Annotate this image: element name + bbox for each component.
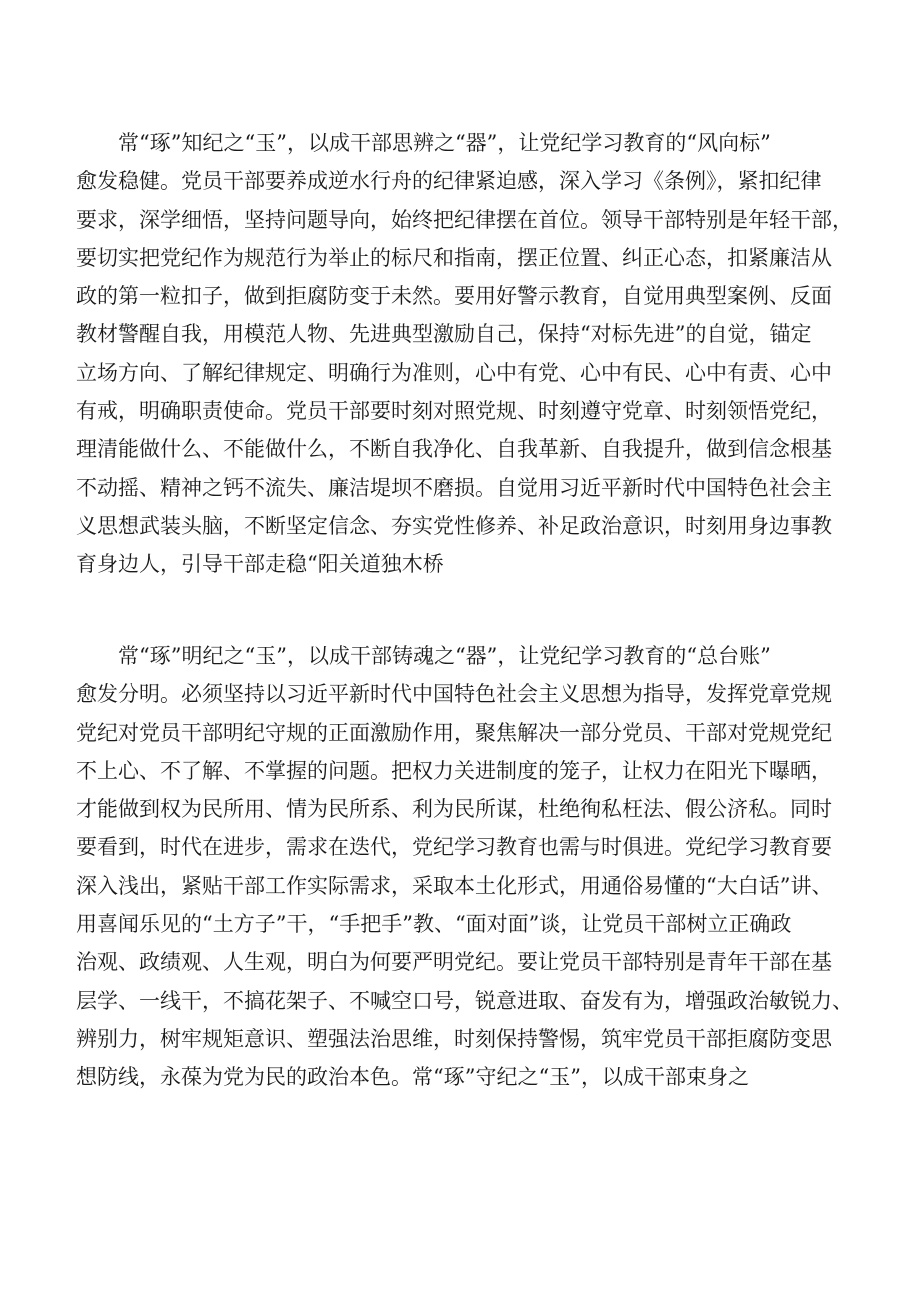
text-line: 不动摇、精神之钙不流失、廉洁堤坝不磨损。自觉用习近平新时代中国特色社会主: [76, 475, 832, 500]
text-line: 立场方向、了解纪律规定、明确行为准则，心中有党、心中有民、心中有责、心中: [76, 360, 832, 385]
text-line: 党纪对党员干部明纪守规的正面激励作用，聚焦解决一部分党员、干部对党规党纪: [76, 720, 832, 745]
text-line: 层学、一线干，不搞花架子、不喊空口号，锐意进取、奋发有为，增强政治敏锐力、: [76, 988, 853, 1013]
text-line: 愈发稳健。党员干部要养成逆水行舟的纪律紧迫感，深入学习《条例》，紧扣纪律: [76, 169, 822, 194]
text-line: 要求，深学细悟，坚持问题导向，始终把纪律摆在首位。领导干部特别是年轻干部，: [76, 207, 853, 232]
text-line: 不上心、不了解、不掌握的问题。把权力关进制度的笼子，让权力在阳光下曝晒，: [76, 758, 832, 783]
text-line: 要看到，时代在进步，需求在迭代，党纪学习教育也需与时俱进。党纪学习教育要: [76, 835, 832, 860]
text-line: 常“琢”明纪之“玉”，以成干部铸魂之“器”，让党纪学习教育的“总台账”: [76, 644, 771, 668]
text-line: 辨别力，树牢规矩意识、塑强法治思维，时刻保持警惕，筑牢党员干部拒腐防变思: [76, 1026, 832, 1051]
text-line: 义思想武装头脑，不断坚定信念、夯实党性修养、补足政治意识，时刻用身边事教: [76, 513, 832, 538]
text-line: 理清能做什么、不能做什么，不断自我净化、自我革新、自我提升，做到信念根基: [76, 437, 832, 462]
text-line: 才能做到权为民所用、情为民所系、利为民所谋，杜绝徇私枉法、假公济私。同时: [76, 797, 832, 822]
text-line: 常“琢”知纪之“玉”，以成干部思辨之“器”，让党纪学习教育的“风向标”: [76, 131, 771, 155]
text-line: 深入浅出，紧贴干部工作实际需求，采取本土化形式，用通俗易懂的“大白话”讲、: [76, 873, 833, 898]
text-line: 政的第一粒扣子，做到拒腐防变于未然。要用好警示教育，自觉用典型案例、反面: [76, 284, 832, 309]
text-line: 用喜闻乐见的“土方子”干，“手把手”教、“面对面”谈，让党员干部树立正确政: [76, 912, 792, 937]
text-line: 育身边人，引导干部走稳“阳关道独木桥: [76, 552, 444, 577]
text-line: 有戒，明确职责使命。党员干部要时刻对照党规、时刻遵守党章、时刻领悟党纪，: [76, 399, 832, 424]
paragraph-1: [76, 124, 876, 584]
paragraph-2: [76, 637, 876, 1097]
text-line: 愈发分明。必须坚持以习近平新时代中国特色社会主义思想为指导，发挥党章党规: [76, 682, 832, 707]
text-line: 教材警醒自我，用模范人物、先进典型激励自己，保持“对标先进”的自觉，锚定: [76, 322, 812, 347]
text-line: 要切实把党纪作为规范行为举止的标尺和指南，摆正位置、纠正心态，扣紧廉洁从: [76, 245, 832, 270]
text-line: 想防线，永葆为党为民的政治本色。常“琢”守纪之“玉”，以成干部束身之: [76, 1065, 749, 1090]
text-line: 治观、政绩观、人生观，明白为何要严明党纪。要让党员干部特别是青年干部在基: [76, 950, 832, 975]
